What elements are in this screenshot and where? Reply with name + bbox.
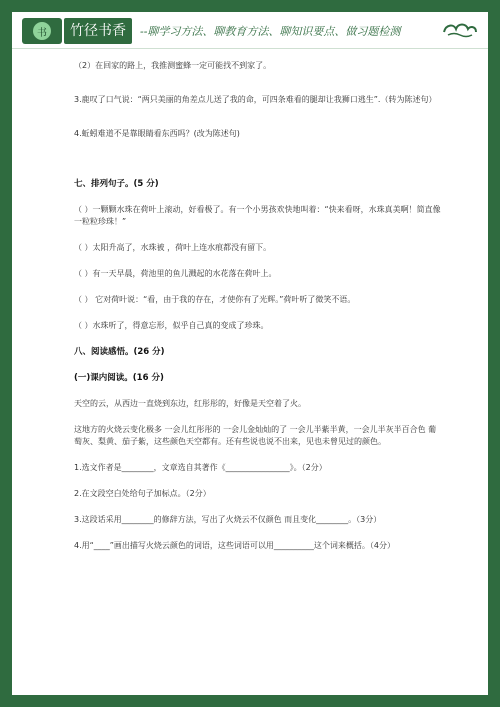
line-3: 4.蚯蚓难道不是靠眼睛看东西吗？(改为陈述句) xyxy=(74,129,240,138)
line-2: 3.鹿叹了口气说：“两只美丽的角差点儿送了我的命，可四条难看的腿却让我狮口逃生”.（转为陈述句） xyxy=(74,95,437,104)
paper xyxy=(12,12,488,695)
line-1: （2）在回家的路上，我推测蜜蜂一定可能找不到家了。 xyxy=(74,61,272,70)
line-15: 2.在文段空白处给句子加标点。（2分） xyxy=(74,489,211,498)
line-9: （ ）水珠听了，得意忘形，似乎自己真的变成了珍珠。 xyxy=(74,321,269,330)
brand-title: 竹径书香 xyxy=(64,18,132,44)
section-7-title: 七、排列句子。(5 分) xyxy=(74,179,159,189)
line-16: 3.这段话采用________的修辞方法，写出了火烧云不仅颜色 而且变化________。（3分） xyxy=(74,515,382,524)
subsection-title: (一)课内阅读。(16 分) xyxy=(74,373,164,383)
cloud-decoration-icon xyxy=(442,20,478,38)
line-6: （ ）太阳升高了，水珠被 ，荷叶上连水痕都没有留下。 xyxy=(74,243,272,252)
document-body xyxy=(74,60,442,558)
logo-icon xyxy=(33,22,51,40)
logo-text: 书 xyxy=(37,27,47,39)
line-12: 天空的云，从西边一直烧到东边，红彤彤的，好像是天空着了火。 xyxy=(74,399,306,408)
section-8-title: 八、阅读感悟。(26 分) xyxy=(74,347,165,357)
line-14: 1.选文作者是________，文章选自其著作《________________》。（2分） xyxy=(74,463,327,472)
line-8: （ ） 它对荷叶说：“看，由于我的存在，才使你有了光辉。”荷叶听了微笑不语。 xyxy=(74,295,356,304)
line-7: （ ）有一天早晨，荷池里的鱼儿溅起的水花落在荷叶上。 xyxy=(74,269,277,278)
line-17: 4.用“____”画出描写火烧云颜色的词语，这些词语可以用__________这个词来概括。（4分） xyxy=(74,541,396,550)
line-13: 这地方的火烧云变化极多 一会儿红彤彤的 一会儿金灿灿的了 一会儿半紫半黄，一会儿半灰半百合色 葡萄灰、梨黄、茄子紫，这些颜色天空都有。还有些说也说不出来，见也未曾见过的颜色。 xyxy=(74,425,437,446)
line-5: （ ）一颗颗水珠在荷叶上滚动，好看极了。有一个小男孩欢快地叫着：“快来看呀，水珠真美啊！简直像一粒粒珍珠！” xyxy=(74,205,441,226)
header-bar xyxy=(12,12,488,49)
logo xyxy=(22,18,62,44)
brand-tagline: --聊学习方法、聊教育方法、聊知识要点、做习题检测 xyxy=(140,25,401,38)
